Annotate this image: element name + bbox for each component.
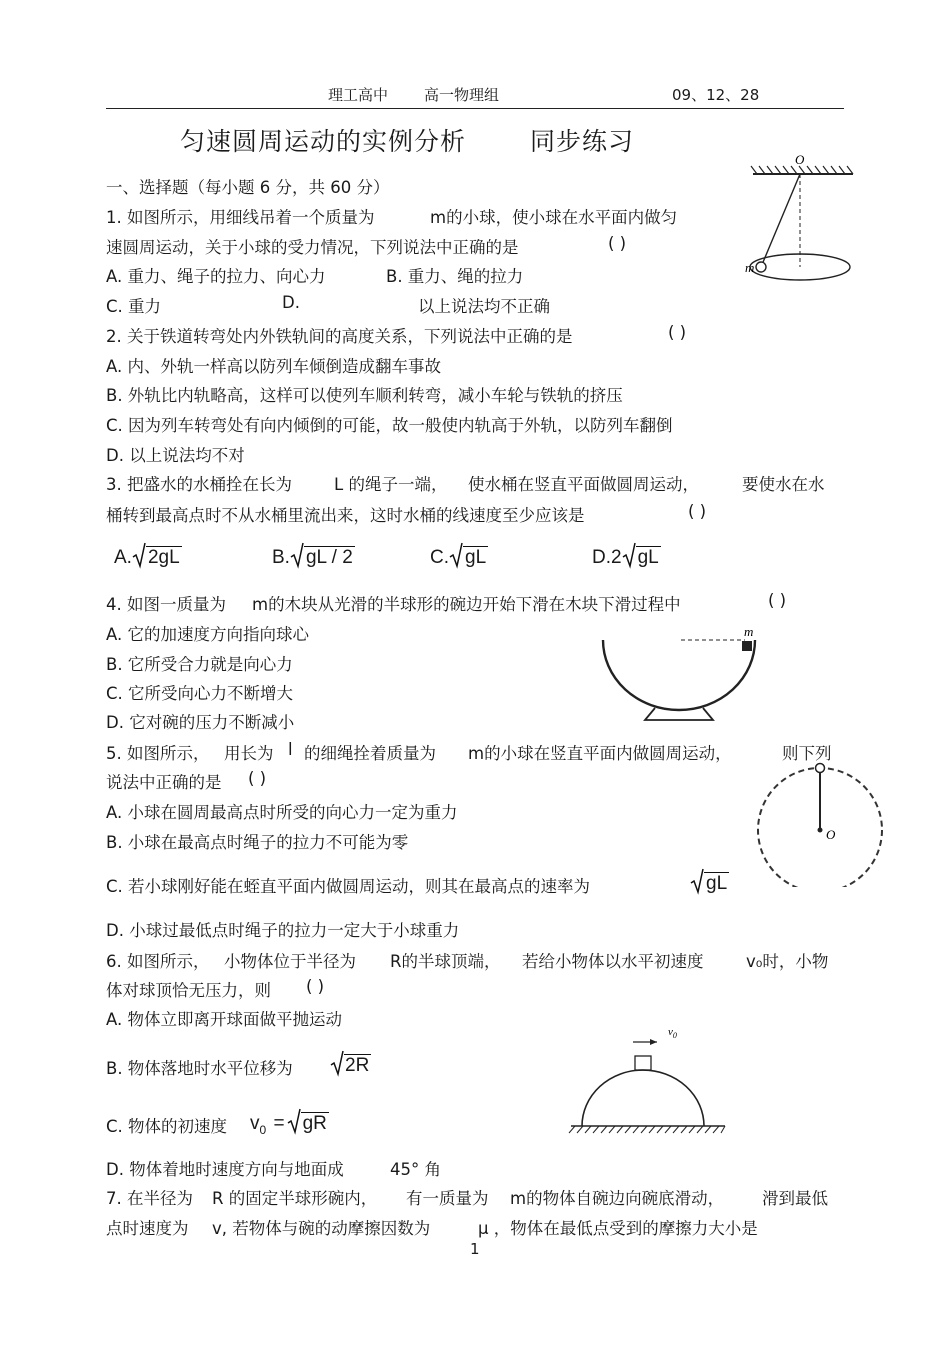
- q6-option-c-eq: =: [273, 1113, 285, 1135]
- q5-option-b: B. 小球在最高点时绳子的拉力不可能为零: [106, 833, 409, 852]
- velocity-label: $v_0$: [668, 1026, 677, 1040]
- q6-option-c: C. 物体的初速度: [106, 1117, 228, 1136]
- conical-pendulum-figure: [745, 150, 860, 300]
- q6-option-d-b: 45° 角: [390, 1160, 441, 1179]
- q3-option-b-math: gL / 2: [305, 547, 353, 569]
- q7-line1c: 有一质量为: [406, 1189, 489, 1208]
- q1-option-d: 以上说法均不正确: [418, 297, 550, 316]
- q4-stem-a: 4. 如图一质量为: [106, 595, 226, 614]
- q7-line1b: R 的固定半球形碗内，: [212, 1189, 378, 1208]
- q7-line2b: v, 若物体与碗的动摩擦因数为: [212, 1219, 431, 1238]
- q5-line1e: m的小球在竖直平面内做圆周运动，: [468, 744, 732, 763]
- page-number: 1: [470, 1240, 480, 1258]
- q3-option-d-label: D.2: [592, 547, 622, 569]
- q5-option-c-value: gL: [706, 873, 728, 895]
- q6-option-c-value: gR: [302, 1113, 327, 1135]
- q3-line1c: 使水桶在竖直平面做圆周运动，: [468, 475, 699, 494]
- q3-option-d-math: gL: [637, 547, 659, 569]
- q1-line2: 速圆周运动，关于小球的受力情况，下列说法中正确的是: [106, 238, 519, 257]
- header-date: 09、12、28: [672, 86, 760, 104]
- header-group: 高一物理组: [424, 86, 500, 104]
- q6-option-b-value: 2R: [345, 1055, 370, 1077]
- q6-paren: ( ): [306, 977, 325, 996]
- center-label-o: O: [826, 827, 836, 842]
- q1-option-c: C. 重力: [106, 297, 162, 316]
- q3-option-d: [592, 542, 661, 574]
- q1-option-d-label: D.: [282, 293, 300, 312]
- q4-option-c: C. 它所受向心力不断增大: [106, 684, 294, 703]
- q6-line1b: 小物体位于半径为: [224, 952, 356, 971]
- q6-line2a: 体对球顶恰无压力，则: [106, 981, 271, 1000]
- q2-option-a: A. 内、外轨一样高以防列车倾倒造成翻车事故: [106, 357, 441, 376]
- q6-line1c: R的半球顶端，: [390, 952, 501, 971]
- q7-line1a: 7. 在半径为: [106, 1189, 193, 1208]
- q3-option-c: [430, 542, 488, 574]
- page-subtitle: 同步练习: [530, 127, 635, 156]
- sqrt-symbol-icon: [287, 1108, 301, 1140]
- sqrt-symbol-icon: [290, 542, 304, 574]
- q4-option-a: A. 它的加速度方向指向球心: [106, 625, 309, 644]
- q1-option-b: B. 重力、绳的拉力: [386, 267, 524, 286]
- q5-line1f: 则下列: [782, 744, 832, 763]
- q6-option-b-math: [330, 1050, 371, 1082]
- sqrt-symbol-icon: [690, 868, 704, 900]
- section-heading: 一、选择题（每小题 6 分，共 60 分）: [106, 178, 390, 197]
- hemisphere-figure: [565, 1022, 735, 1140]
- q3-paren: ( ): [688, 502, 707, 521]
- q3-option-c-label: C.: [430, 547, 449, 569]
- q6-option-d-a: D. 物体着地时速度方向与地面成: [106, 1160, 344, 1179]
- q5-line1c: l: [288, 740, 293, 759]
- q3-option-a: [114, 542, 182, 574]
- q6-line1d: 若给小物体以水平初速度: [522, 952, 704, 971]
- q1-line1b: m的小球，使小球在水平面内做匀: [430, 208, 678, 227]
- q4-option-d: D. 它对碗的压力不断减小: [106, 713, 295, 732]
- q5-line2: 说法中正确的是: [106, 773, 222, 792]
- q2-option-b: B. 外轨比内轨略高，这样可以使列车顺利转弯，减小车轮与铁轨的挤压: [106, 386, 623, 405]
- q7-line2a: 点时速度为: [106, 1219, 189, 1238]
- q6-option-c-math: [250, 1108, 329, 1140]
- q4-stem-b: m的木块从光滑的半球形的碗边开始下滑在木块下滑过程中: [252, 595, 681, 614]
- q5-option-c: C. 若小球刚好能在蛭直平面内做圆周运动，则其在最高点的速率为: [106, 877, 591, 896]
- q7-line2c: μ ，物体在最低点受到的摩擦力大小是: [478, 1219, 758, 1238]
- q4-option-b: B. 它所受合力就是向心力: [106, 655, 293, 674]
- q3-option-c-math: gL: [465, 547, 487, 569]
- q6-line1e: v₀时，小物: [746, 952, 829, 971]
- ball-label-m: m: [745, 260, 755, 275]
- header-rule: [106, 108, 844, 109]
- page-title: 匀速圆周运动的实例分析: [180, 127, 467, 156]
- sqrt-symbol-icon: [132, 542, 146, 574]
- sqrt-symbol-icon: [449, 542, 463, 574]
- vertical-circle-figure: [750, 757, 890, 887]
- hemispherical-bowl-figure: [595, 620, 765, 728]
- sqrt-symbol-icon: [622, 542, 636, 574]
- q2-stem: 2. 关于铁道转弯处内外铁轨间的高度关系，下列说法中正确的是: [106, 327, 573, 346]
- q5-option-c-math: [690, 868, 729, 900]
- q7-line1e: 滑到最低: [762, 1189, 828, 1208]
- q4-paren: ( ): [768, 591, 787, 610]
- q3-line2: 桶转到最高点时不从水桶里流出来，这时水桶的线速度至少应该是: [106, 506, 585, 525]
- q1-line1a: 1. 如图所示，用细线吊着一个质量为: [106, 208, 375, 227]
- q3-option-a-label: A.: [114, 547, 132, 569]
- q2-option-c: C. 因为列车转弯处有向内倾倒的可能，故一般使内轨高于外轨，以防列车翻倒: [106, 416, 673, 435]
- q3-option-b: [272, 542, 355, 574]
- q5-line1b: 用长为: [224, 744, 274, 763]
- q2-option-d: D. 以上说法均不对: [106, 446, 245, 465]
- q1-paren: ( ): [608, 234, 627, 253]
- q1-option-a: A. 重力、绳子的拉力、向心力: [106, 267, 326, 286]
- q3-option-a-math: 2gL: [147, 547, 180, 569]
- q6-option-c-sub: 0: [259, 1122, 267, 1137]
- pivot-label-o: O: [795, 152, 805, 167]
- q6-option-c-v: v: [250, 1113, 260, 1135]
- q5-line1d: 的细绳拴着质量为: [304, 744, 436, 763]
- header-school: 理工高中: [328, 86, 389, 104]
- q6-line1a: 6. 如图所示，: [106, 952, 210, 971]
- q5-line1a: 5. 如图所示，: [106, 744, 210, 763]
- q3-line1b: L 的绳子一端，: [334, 475, 448, 494]
- q6-option-b: B. 物体落地时水平位移为: [106, 1059, 293, 1078]
- q6-option-a: A. 物体立即离开球面做平抛运动: [106, 1010, 342, 1029]
- q5-option-d: D. 小球过最低点时绳子的拉力一定大于小球重力: [106, 921, 460, 940]
- sqrt-symbol-icon: [330, 1050, 344, 1082]
- q3-line1d: 要使水在水: [742, 475, 825, 494]
- block-label-m: m: [744, 624, 754, 639]
- q7-line1d: m的物体自碗边向碗底滑动，: [510, 1189, 725, 1208]
- q5-option-a: A. 小球在圆周最高点时所受的向心力一定为重力: [106, 803, 458, 822]
- q2-paren: ( ): [668, 323, 687, 342]
- q3-line1a: 3. 把盛水的水桶拴在长为: [106, 475, 292, 494]
- q5-paren: ( ): [248, 769, 267, 788]
- q3-option-b-label: B.: [272, 547, 290, 569]
